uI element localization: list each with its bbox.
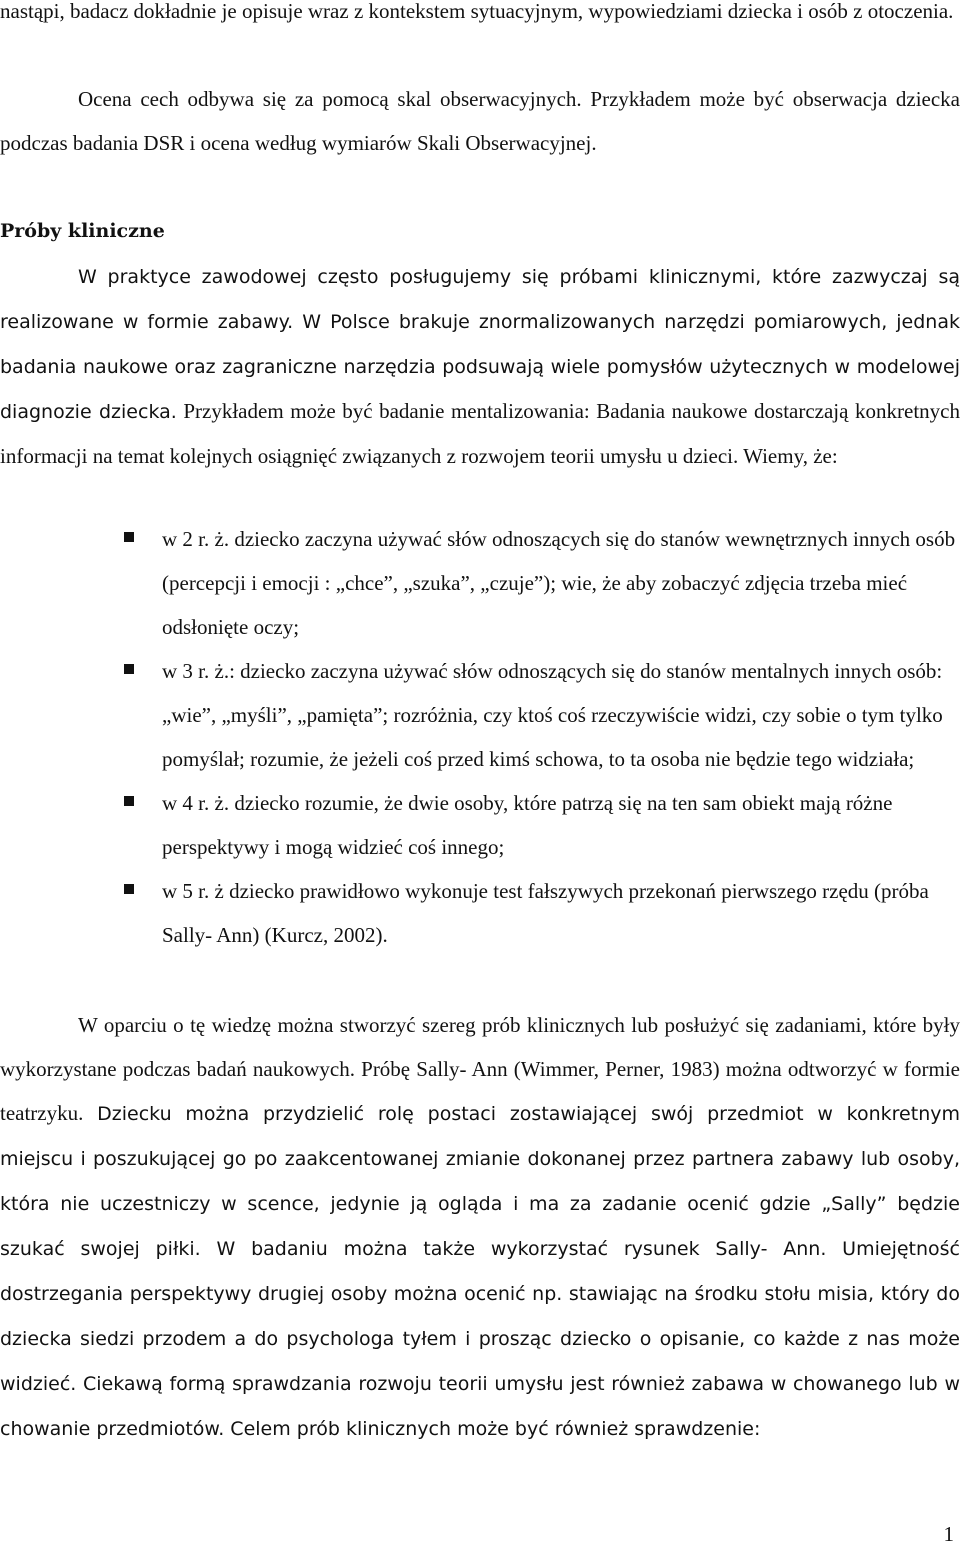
paragraph-intro-text: nastąpi, badacz dokładnie je opisuje wraz z kontekstem sytuacyjnym, wypowiedziami dziecka i osób z otoczenia. — [0, 0, 954, 23]
paragraph-proby-sentence-2: W Polsce brakuje znormalizowanych narzędzi pomiarowych, jednak badania naukowe oraz zagraniczne narzędzia podsuwają wiele pomysłów użytecznych w modelowej diagnozie dziecka. — [0, 311, 960, 423]
list-item-text: w 2 r. ż. dziecko zaczyna używać słów odnoszących się do stanów wewnętrznych innych osób (percepcji i emocji : „chce”, „szuka”, „czuje”); wie, że aby zobaczyć zdjęcia trzeba mieć odsłonięte oczy; — [162, 527, 956, 639]
paragraph-intro — [0, 0, 960, 33]
list-item — [0, 869, 960, 957]
square-bullet-icon — [124, 796, 134, 806]
list-item — [0, 781, 960, 869]
square-bullet-icon — [124, 664, 134, 674]
list-item-text: w 3 r. ż.: dziecko zaczyna używać słów odnoszących się do stanów mentalnych innych osób: „wie”, „myśli”, „pamięta”; rozróżnia, czy ktoś coś rzeczywiście widzi, czy sobie o tym tylko pomyślał; rozumie, że jeżeli coś przed kimś schowa, to ta osoba nie będzie tego widziała; — [162, 659, 943, 771]
paragraph-final-sentence-1: W oparciu o tę wiedzę można stworzyć szereg prób klinicznych lub posłużyć się zadaniami, które były wykorzystane podczas badań naukowych. Próbę Sally- Ann (Wimmer, Perner, 1983) można odtworzyć w formie teatrzyku. — [0, 1013, 960, 1125]
list-item-text: w 5 r. ż dziecko prawidłowo wykonuje test fałszywych przekonań pierwszego rzędu (próba Sally- Ann) (Kurcz, 2002). — [162, 879, 929, 947]
paragraph-final-sentence-2: Dziecku można przydzielić rolę postaci zostawiającej swój przedmiot w konkretnym miejscu i poszukującej go po zaakcentowanej zmianie dokonanej przez partnera zabawy lub osoby, która nie uczestniczy w scence, jedynie ją ogląda i ma za zadanie ocenić gdzie „Sally” będzie szukać swojej piłki. W badaniu można także wykorzystać rysunek Sally- Ann. Umiejętność dostrzegania perspektywy drugiej osoby można ocenić np. stawiając na środku stołu misia, który do dziecka siedzi przodem a do psychologa tyłem i prosząc dziecko o opisanie, co każde z nas może widzieć. Ciekawą formą sprawdzania rozwoju teorii umysłu jest również zabawa w chowanego lub w chowanie przedmiotów. Celem prób klinicznych może być również sprawdzenie: — [0, 1103, 960, 1440]
list-item — [0, 649, 960, 781]
page-number: 1 — [943, 1522, 954, 1546]
paragraph-proby-sentence-1: W praktyce zawodowej często posługujemy się próbami klinicznymi, które zazwyczaj są realizowane w formie zabawy. — [0, 266, 960, 333]
paragraph-ocena — [0, 77, 960, 165]
square-bullet-icon — [124, 532, 134, 542]
square-bullet-icon — [124, 884, 134, 894]
paragraph-ocena-text: Ocena cech odbywa się za pomocą skal obserwacyjnych. Przykładem może być obserwacja dziecka podczas badania DSR i ocena według wymiarów Skali Obserwacyjnej. — [0, 87, 960, 155]
section-heading: Próby kliniczne — [0, 220, 165, 242]
list-item — [0, 517, 960, 649]
list-item-text: w 4 r. ż. dziecko rozumie, że dwie osoby, które patrzą się na ten sam obiekt mają różne perspektywy i mogą widzieć coś innego; — [162, 791, 893, 859]
paragraph-final — [0, 1003, 960, 1451]
paragraph-proby — [0, 254, 960, 478]
paragraph-proby-sentence-3: Przykładem może być badanie mentalizowania: Badania naukowe dostarczają konkretnych informacji na temat kolejnych osiągnięć związanych z rozwojem teorii umysłu u dzieci. Wiemy, że: — [0, 399, 960, 468]
bullet-list — [0, 517, 960, 957]
